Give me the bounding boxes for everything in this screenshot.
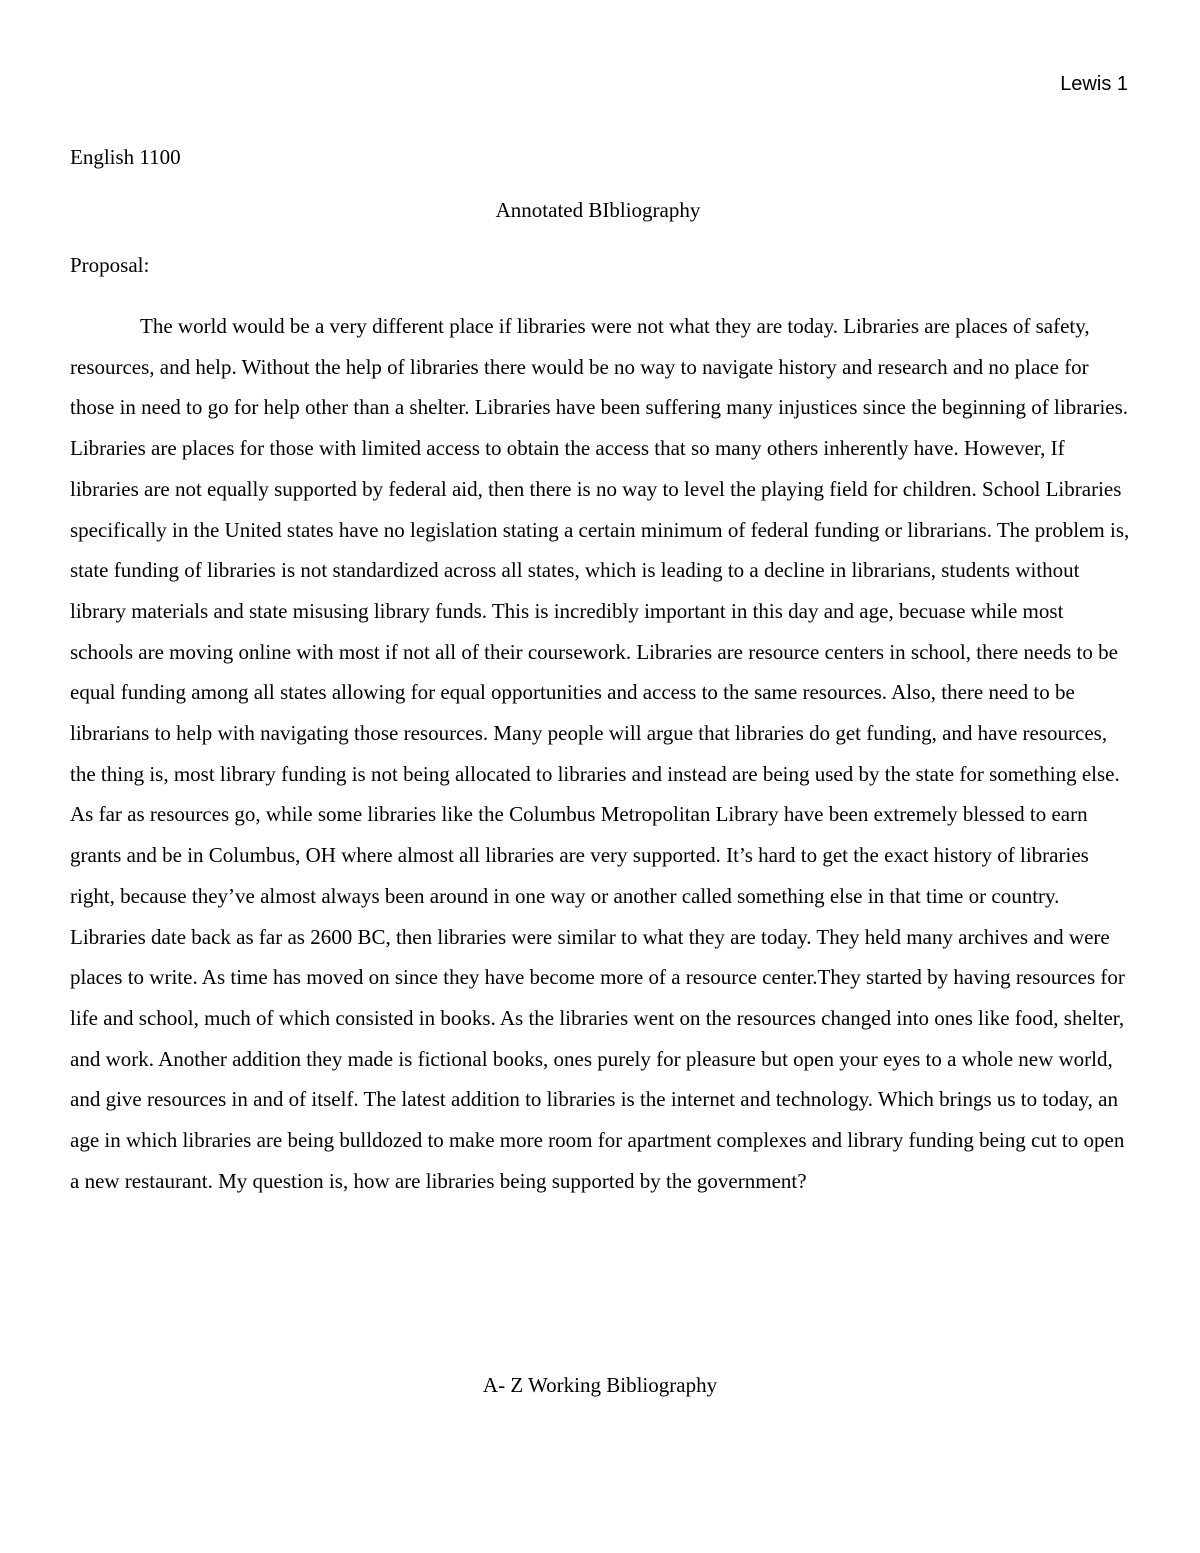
course-name: English 1100 [70,145,181,169]
proposal-label: Proposal: [70,253,150,277]
proposal-paragraph: The world would be a very different place if libraries were not what they are today. Libraries are places of safety, resources, and help. Without the help of libraries there would be no way to navigate history and research and no place for those in need to go for help other than a shelter. Libraries have been suffering many injustices since the beginning of libraries. Libraries are places for those with limited access to obtain the access that so many others inherently have. However, If libraries are not equally supported by federal aid, then there is no way to level the playing field for children. School Libraries specifically in the United states have no legislation stating a certain minimum of federal funding or librarians. The problem is, state funding of libraries is not standardized across all states, which is leading to a decline in librarians, students without library materials and state misusing library funds. This is incredibly important in this day and age, becuase while most schools are moving online with most if not all of their coursework. Libraries are resource centers in school, there needs to be equal funding among all states allowing for equal opportunities and access to the same resources. Also, there need to be librarians to help with navigating those resources. Many people will argue that libraries do get funding, and have resources, the thing is, most library funding is not being allocated to libraries and instead are being used by the state for something else. As far as resources go, while some libraries like the Columbus Metropolitan Library have been extremely blessed to earn grants and be in Columbus, OH where almost all libraries are very supported. It’s hard to get the exact history of libraries right, because they’ve almost always been around in one way or another called something else in that time or country. Libraries date back as far as 2600 BC, then libraries were similar to what they are today. They held many archives and were places to write. As time has moved on since they have become more of a resource center.They started by having resources for life and school, much of which consisted in books. As the libraries went on the resources changed into ones like food, shelter, and work. Another addition they made is fictional books, ones purely for pleasure but open your eyes to a whole new world, and give resources in and of itself. The latest addition to libraries is the internet and technology. Which brings us to today, an age in which libraries are being bulldozed to make more room for apartment complexes and library funding being cut to open a new restaurant. My question is, how are libraries being supported by the government? [70,314,1130,1193]
bibliography-heading: A- Z Working Bibliography [482,1373,718,1397]
page-header-number: Lewis 1 [1060,73,1128,95]
document-title: Annotated BIbliography [495,198,701,222]
